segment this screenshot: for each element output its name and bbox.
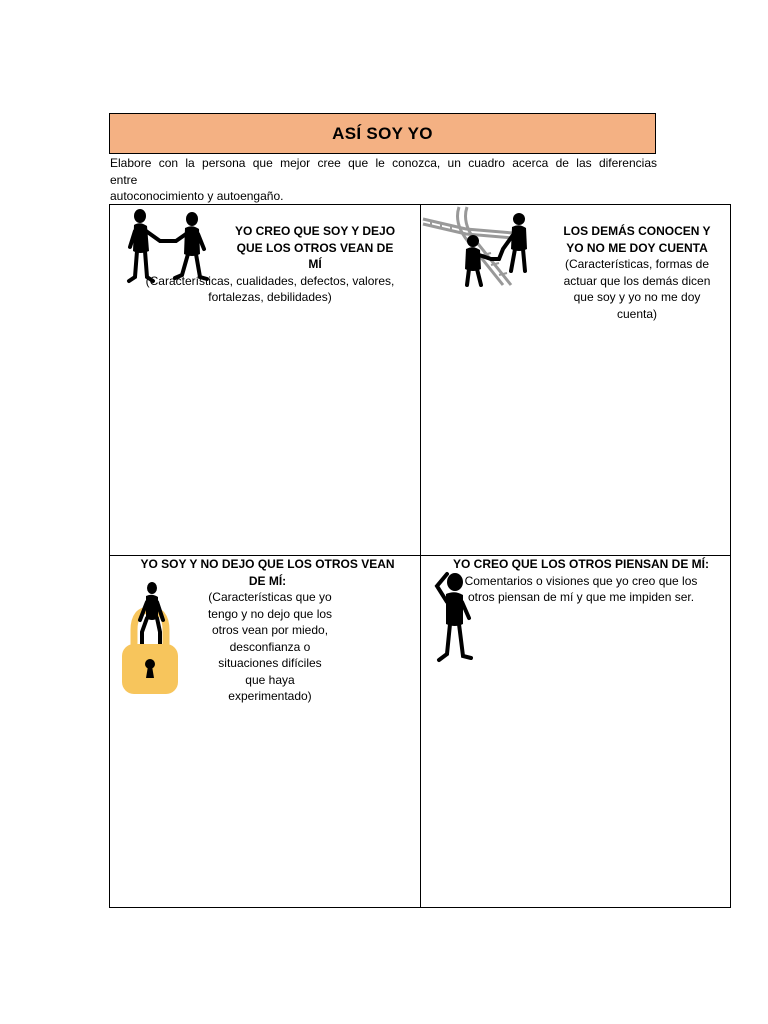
instructions xyxy=(110,155,657,205)
quadrant-heading: LOS DEMÁS CONOCEN Y YO NO ME DOY CUENTA xyxy=(563,224,711,255)
quadrant-heading: YO SOY Y NO DEJO QUE LOS OTROS VEAN DE MÍ: xyxy=(140,557,395,588)
instructions-line-3: autoconocimiento y autoengaño. xyxy=(110,189,284,203)
two-people-crossroads-icon xyxy=(421,205,541,289)
quadrant-bottom-left-text xyxy=(140,556,395,705)
title-banner xyxy=(109,113,656,154)
quadrant-body: (Características, cualidades, defectos, valores, fortalezas, debilidades) xyxy=(145,273,395,304)
page-title: ASÍ SOY YO xyxy=(332,123,433,143)
quadrant-heading: YO CREO QUE LOS OTROS PIENSAN DE MÍ: xyxy=(452,557,710,571)
quadrant-top-right-text xyxy=(557,223,717,322)
quadrant-bottom-right-text xyxy=(451,556,711,606)
quadrant-top-left-text xyxy=(140,223,400,306)
quadrant-bottom-left[interactable] xyxy=(110,556,420,907)
quadrant-top-right[interactable] xyxy=(421,205,730,555)
quadrant-body: (Características, formas de actuar que los demás dicen que soy y yo no me doy cuenta) xyxy=(563,257,711,321)
instructions-line-1: Elabore con la persona que mejor cree que le conozca, un cuadro acerca de las diferencias xyxy=(110,156,657,170)
quadrant-top-left[interactable] xyxy=(110,205,420,555)
instructions-line-2: entre xyxy=(110,172,138,187)
quadrant-bottom-right[interactable] xyxy=(421,556,730,907)
quadrant-heading: YO CREO QUE SOY Y DEJO QUE LOS OTROS VEAN DE MÍ xyxy=(234,224,396,271)
johari-grid xyxy=(109,204,731,908)
quadrant-body: (Características que yo tengo y no dejo que los otros vean por miedo, desconfianza o situaciones difíciles que haya experimentado) xyxy=(207,590,333,703)
quadrant-body: Comentarios o visiones que yo creo que los otros piensan de mí y que me impiden ser. xyxy=(464,573,698,604)
